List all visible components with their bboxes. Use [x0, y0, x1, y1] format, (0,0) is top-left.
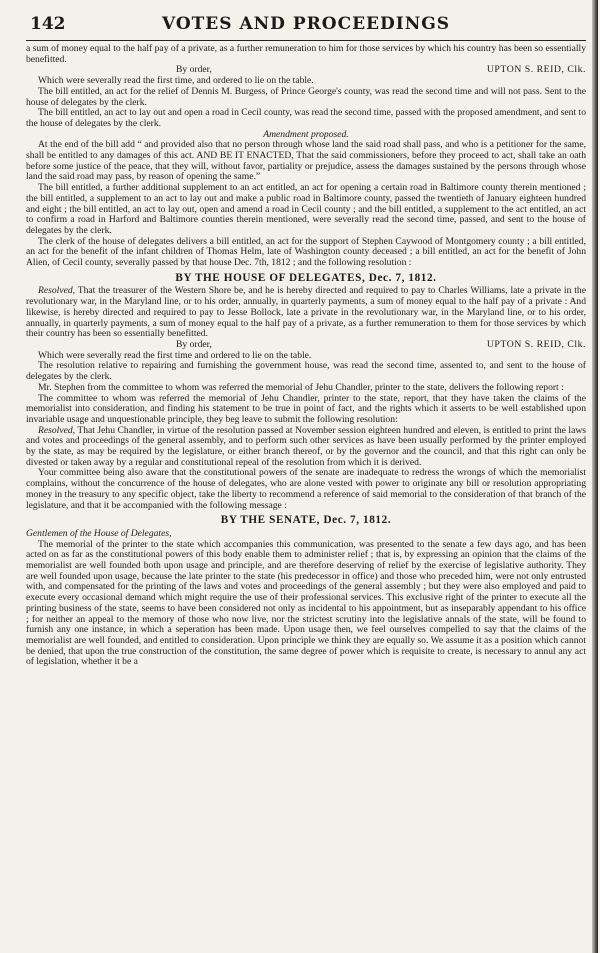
paragraph: The clerk of the house of delegates delivers a bill entitled, an act for the support of Stephen Caywood of Montgomery county ; a bill entitled, an act for the benefit of the infant children of Thomas Helm, late of Washington county deceased ; a bill entitled, an act for the benefit of John Alien, of Cecil county, severally passed by that house Dec. 7th, 1812 ; and the following resolution :	[26, 235, 586, 269]
resolution-paragraph	[26, 286, 586, 340]
salutation: Gentlemen of the House of Delegates,	[26, 527, 172, 539]
paragraph: The bill entitled, a further additional supplement to an act entitled, an act for opening a certain road in Baltimore county therein mentioned ; the bill entitled, a supplement to an act to lay out and make a public road in Baltimore county, passed the twentieth of January eighteen hundred and eight ; the bill entitled, an act to lay out, open and amend a road in Cecil county ; and the bill entitled, a supplement to the act entitled, an act to confirm a road in Harford and Baltimore counties therein mentioned, were severally read the second time, passed, and sent to the house of delegates by the clerk.	[26, 182, 586, 236]
running-title: VOTES AND PROCEEDINGS	[161, 14, 451, 34]
by-order: By order,	[176, 338, 212, 350]
paragraph: Mr. Stephen from the committee to whom was referred the memorial of Jehu Chandler, printer to the state, delivers the following report :	[38, 381, 564, 393]
paragraph: The bill entitled, an act for the relief of Dennis M. Burgess, of Prince George's county, was read the second time and will not pass. Sent to the house of delegates by the clerk.	[26, 85, 586, 108]
paragraph: The resolution relative to repairing and furnishing the government house, was read the second time, assented to, and sent to the house of delegates by the clerk.	[26, 360, 586, 383]
page-header	[26, 16, 586, 38]
paragraph: Which were severally read the first time, and ordered to lie on the table.	[38, 75, 314, 87]
page-number: 142	[30, 14, 66, 34]
paragraph: Your committee being also aware that the constitutional powers of the senate are inadequate to redress the wrongs of which the memorialist complains, without the concurrence of the house of delegates, who are alone vested with power to originate any bill or resolution appropriating money in the treasury to any specific object, take the liberty to recommend a reference of said memorial to the consideration of that branch of the legislature, and that it be accompanied with the following message :	[26, 467, 586, 511]
paragraph: At the end of the bill add “ and provided also that no person through whose land the said road shall pass, and who is a petitioner for the same, shall be entitled to any damages of this act. AND BE IT ENACTED, That the said commissioners, before they proceed to act, shall take an oath before some justice of the peace, that they will, without favor, partiality or prejudice, assess the damages sustained by the persons through whose land the said road may pass, by reason of opening the same.”	[26, 139, 586, 183]
resolution-paragraph	[26, 426, 586, 469]
resolution-text: That Jehu Chandler, in virtue of the resolution passed at November session eighteen hundred and eleven, is entitled to print the laws and votes and proceedings of the general assembly, and to perform such other services as have been usually performed by the printer employed by the state, as may be required by the legislature, or either branch thereof, or by the governor and the council, and that this right can only be divested or taken away by a regular and constitutional repeal of the resolution from which it is derived.	[26, 424, 586, 468]
paragraph: The bill entitled, an act to lay out and open a road in Cecil county, was read the second time, passed with the proposed amendment, and sent to the house of delegates by the clerk.	[26, 107, 586, 129]
clerk-signature: UPTON S. REID, Clk.	[486, 64, 586, 76]
section-heading-senate: BY THE SENATE, Dec. 7, 1812.	[220, 514, 392, 527]
section-heading-house: BY THE HOUSE OF DELEGATES, Dec. 7, 1812.	[175, 271, 437, 284]
book-spine-shadow	[592, 0, 598, 953]
paragraph: Which were severally read the first time and ordered to lie on the table.	[38, 349, 312, 361]
paragraph: The committee to whom was referred the memorial of Jehu Chandler, printer to the state, report, that they have taken the claims of the memorialist into consideration, and finding his statement to be true in point of fact, and the rights which it asserts to be well established upon invariable usage and unquestionable principle, they beg leave to submit the following resolution:	[26, 392, 586, 425]
amendment-label: Amendment proposed.	[263, 128, 349, 140]
paragraph: The memorial of the printer to the state which accompanies this communication, was presented to the senate a few days ago, and has been acted on as far as the constitutional powers of this body enable them to administer relief ; that is, by expressing an opinion that the claims of the memorialist are well founded both upon usage and principle, and are therefore deserving of relief by the exercise of legislative authority. They are well founded upon usage, because the late printer to the state (his predecessor in office) and those who preceded him, were not only entrusted with, and compensated for the printing of the laws and votes and proceedings of the general assembly ; but they were also employed and paid to execute every occasional demand which might require the use of their professional services. This exclusive right of the printer to execute all the printing business of the state, seems to have been considered not only as incidental to his appointment, but as inseparably appendant to his office ; for neither an appeal to the memory of those who now live, nor the strictest scrutiny into the legislative annals of the state, will be found to furnish any one instance, in which a seperation has been made. Upon usage then, we feel ourselves compelled to say that the claims of the memorialist are well founded, and entitled to consideration. Upon principle we think they are equally so. We assume it as a position which cannot be denied, that upon the true construction of the constitution, the same degree of power which is requisite to create, is necessary to annul any act of legislation, whether it be a	[26, 538, 586, 668]
body-text	[26, 44, 586, 668]
resolution-text: That the treasurer of the Western Shore be, and he is hereby directed and required to pay to Charles Williams, late a private in the revolutionary war, in the Maryland line, or to his order, annually, in quarterly payments, a sum of money equal to the half pay of a private : And likewise, is hereby directed and required to pay to Jesse Bollock, late a private in the revolutionary war, in the Maryland line, or to his order, annually, in quarterly payments, a sum of money equal to the half pay of a private, as a further remuneration to them for those services by which their country has been so essentially benefitted.	[26, 285, 586, 340]
by-order: By order,	[176, 64, 212, 76]
header-rule	[26, 40, 586, 41]
resolved-label: Resolved,	[38, 285, 76, 297]
resolved-label: Resolved,	[38, 424, 76, 436]
clerk-signature: UPTON S. REID, Clk.	[486, 338, 586, 350]
paragraph: a sum of money equal to the half pay of a private, as a further remuneration to him for those services by which his country has been so essentially benefitted.	[26, 43, 586, 65]
